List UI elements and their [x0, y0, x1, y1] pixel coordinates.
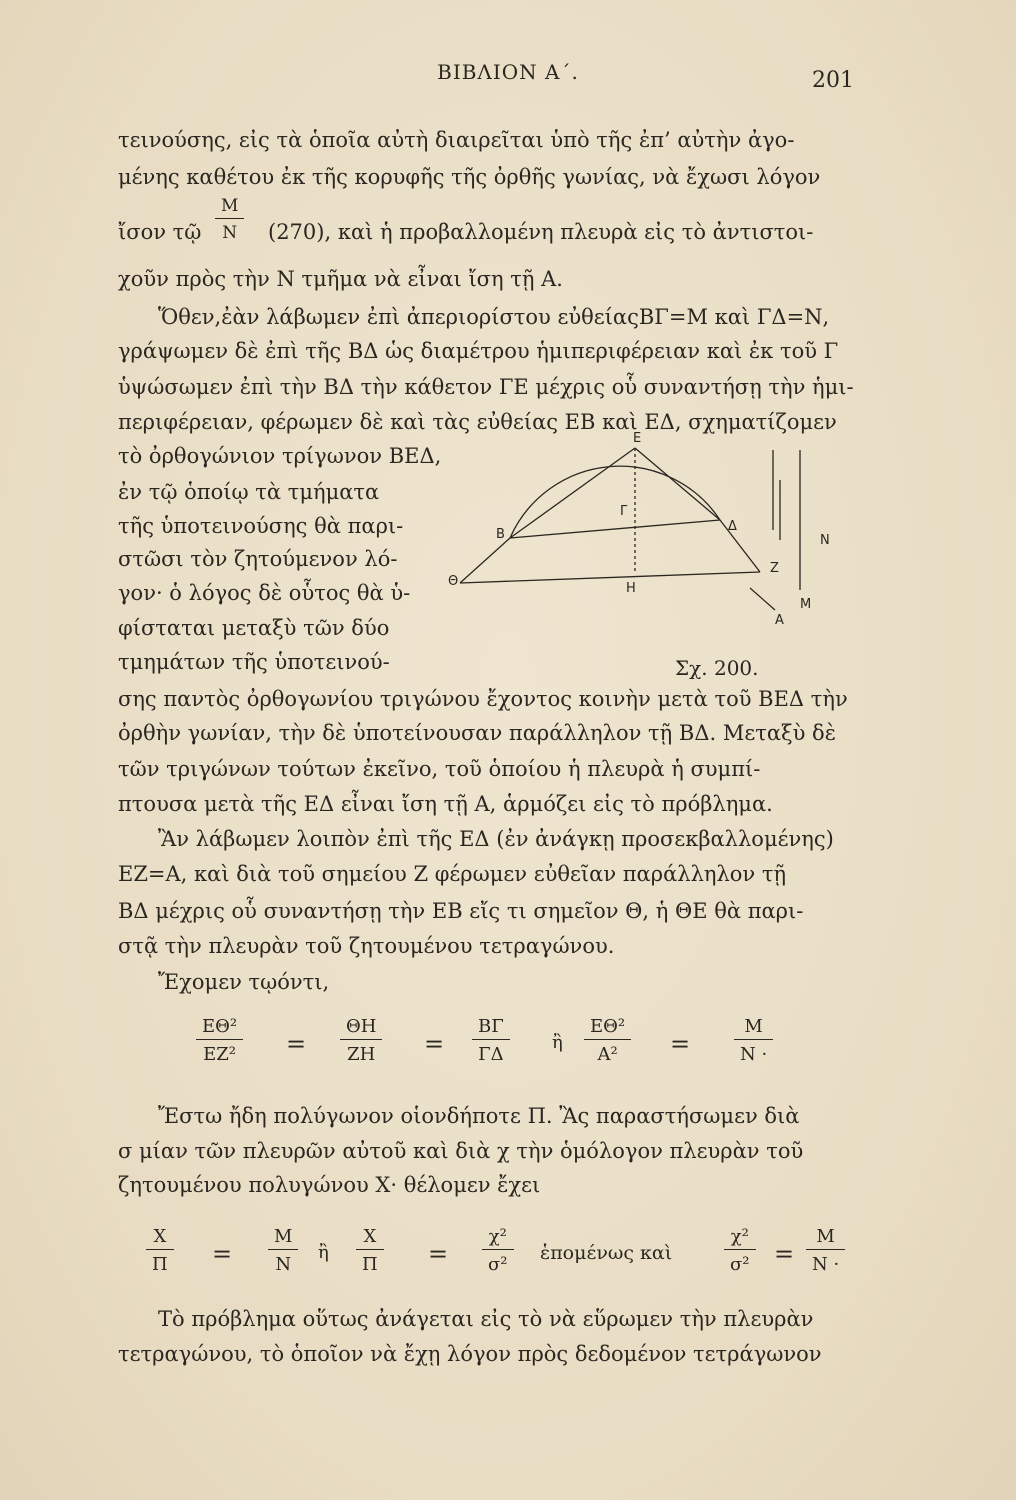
eq1-fraction-5: $\frac{M}{N \cdot}$ [734, 1016, 773, 1065]
text-line: γράψωμεν δὲ ἐπὶ τῆς ΒΔ ὡς διαμέτρου ἡμιπεριφέρειαν καὶ ἐκ τοῦ Γ [118, 339, 839, 363]
segment-EB [510, 448, 635, 538]
running-header: ΒΙΒΛΙΟΝ Α΄. [437, 60, 579, 84]
text-line: γον· ὁ λόγος δὲ οὗτος θὰ ὑ- [118, 581, 411, 605]
text-line: ἐν τῷ ὁποίῳ τὰ τμήματα [118, 480, 380, 504]
text-line: τμημάτων τῆς ὑποτεινού- [118, 650, 390, 674]
text-line: ζητουμένου πολυγώνου Χ· θέλομεν ἔχει [118, 1173, 541, 1197]
eq1-equals: = [670, 1030, 691, 1058]
text-line: ὀρθὴν γωνίαν, τὴν δὲ ὑποτείνουσαν παράλληλον τῇ ΒΔ. Μεταξὺ δὲ [118, 721, 836, 745]
label-N: Ν [820, 533, 830, 548]
text-line: ἴσον τῷ [118, 220, 202, 244]
segment-ThetaZ [460, 572, 760, 583]
inline-fraction: $\frac{M}{N}$ [215, 196, 244, 243]
label-B: Β [496, 527, 505, 542]
eq2-fraction-1: $\frac{X}{\Pi}$ [146, 1226, 174, 1275]
text-line: σης παντὸς ὀρθογωνίου τριγώνου ἔχοντος κοινὴν μετὰ τοῦ ΒΕΔ τὴν [118, 687, 848, 711]
eq2-fraction-6: $\frac{M}{N \cdot}$ [806, 1226, 845, 1275]
text-line: τετραγώνου, τὸ ὁποῖον νὰ ἔχῃ λόγον πρὸς δεδομένον τετράγωνον [118, 1342, 822, 1366]
segment-A-marker [750, 588, 775, 610]
text-line: Ὅθεν,ἐὰν λάβωμεν ἐπὶ ἀπεριορίστου εὐθείαςΒΓ=Μ καὶ ΓΔ=Ν, [158, 305, 830, 329]
label-E: Ε [633, 431, 642, 446]
eq2-fraction-2: $\frac{M}{N}$ [268, 1226, 298, 1275]
eq1-fraction-3: $\frac{B\Gamma}{\Gamma\Delta}$ [472, 1016, 510, 1065]
text-line: ΕΖ=Α, καὶ διὰ τοῦ σημείου Ζ φέρωμεν εὐθεῖαν παράλληλον τῇ [118, 862, 787, 886]
label-A: Α [775, 613, 784, 628]
segment-DZ [720, 520, 760, 572]
diameter-BD [510, 520, 720, 538]
text-line: Ἂν λάβωμεν λοιπὸν ἐπὶ τῆς ΕΔ (ἐν ἀνάγκῃ προσεκβαλλομένης) [158, 827, 834, 851]
semicircle-arc [510, 466, 720, 538]
eq2-connector-text: ἑπομένως καὶ [540, 1242, 673, 1264]
eq1-equals: = [424, 1030, 445, 1058]
text-line: τῆς ὑποτεινούσης θὰ παρι- [118, 514, 404, 538]
text-line: (270), καὶ ἡ προβαλλομένη πλευρὰ εἰς τὸ ἀντιστοι- [268, 220, 814, 244]
text-line: ΒΔ μέχρις οὗ συναντήσῃ τὴν ΕΒ εἴς τι σημεῖον Θ, ἡ ΘΕ θὰ παρι- [118, 899, 804, 923]
eq1-or: ἢ [552, 1032, 563, 1053]
text-line: στῶσι τὸν ζητούμενον λό- [118, 547, 398, 571]
text-line: τεινούσης, εἰς τὰ ὁποῖα αὐτὴ διαιρεῖται ὑπὸ τῆς ἐπ’ αὐτὴν ἀγο- [118, 128, 795, 152]
text-line: φίσταται μεταξὺ τῶν δύο [118, 616, 390, 640]
eq2-equals: = [774, 1240, 795, 1268]
figure-caption: Σχ. 200. [675, 656, 759, 680]
text-line: τῶν τριγώνων τούτων ἐκεῖνο, τοῦ ὁποίου ἡ πλευρὰ ἡ συμπί- [118, 757, 761, 781]
text-line: σ μίαν τῶν πλευρῶν αὐτοῦ καὶ διὰ χ τὴν ὁμόλογον πλευρὰν τοῦ [118, 1139, 804, 1163]
eq1-fraction-2: $\frac{\Theta H}{ZH}$ [340, 1016, 382, 1065]
eq2-equals: = [428, 1240, 449, 1268]
text-line: Ἔχομεν τῳόντι, [158, 970, 330, 994]
label-Z: Ζ [770, 561, 779, 576]
eq2-or: ἢ [318, 1242, 329, 1263]
eq2-fraction-3: $\frac{X}{\Pi}$ [356, 1226, 384, 1275]
text-line: Ἔστω ἤδη πολύγωνον οἱονδήποτε Π. Ἂς παραστήσωμεν διὰ [158, 1104, 800, 1128]
label-M: Μ [800, 597, 812, 612]
eq1-fraction-1: $\frac{\text{ΕΘ²}}{\text{ΕΖ²}}$ [196, 1016, 243, 1065]
label-Theta: Θ [448, 574, 459, 589]
text-line: περιφέρειαν, φέρωμεν δὲ καὶ τὰς εὐθείας ΕΒ καὶ ΕΔ, σχηματίζομεν [118, 410, 837, 434]
text-line: χοῦν πρὸς τὴν Ν τμῆμα νὰ εἶναι ἴση τῇ Α. [118, 267, 563, 291]
eq2-fraction-5: $\frac{\text{χ²}}{\text{σ²}}$ [724, 1226, 756, 1275]
segment-ThetaB [460, 538, 510, 583]
text-line: τὸ ὀρθογώνιον τρίγωνον ΒΕΔ, [118, 444, 442, 468]
eq2-equals: = [212, 1240, 233, 1268]
eq1-fraction-4: $\frac{\text{ΕΘ²}}{\text{Α²}}$ [584, 1016, 631, 1065]
label-H: Η [626, 581, 636, 596]
geometry-figure [430, 420, 850, 650]
text-line: Τὸ πρόβλημα οὕτως ἀνάγεται εἰς τὸ νὰ εὕρωμεν τὴν πλευρὰν [158, 1307, 814, 1331]
page-number: 201 [812, 68, 854, 93]
segment-ED [635, 448, 720, 520]
eq2-fraction-4: $\frac{\text{χ²}}{\text{σ²}}$ [482, 1226, 514, 1275]
text-line: ὑψώσωμεν ἐπὶ τὴν ΒΔ τὴν κάθετον ΓΕ μέχρις οὗ συναντήσῃ τὴν ἡμι- [118, 375, 854, 399]
eq1-equals: = [286, 1030, 307, 1058]
text-line: στᾷ τὴν πλευρὰν τοῦ ζητουμένου τετραγώνου. [118, 934, 615, 958]
label-Gamma: Γ [620, 504, 628, 519]
label-Delta: Δ [728, 519, 737, 534]
text-line: πτουσα μετὰ τῆς ΕΔ εἶναι ἴση τῇ Α, ἁρμόζει εἰς τὸ πρόβλημα. [118, 792, 773, 816]
text-line: μένης καθέτου ἐκ τῆς κορυφῆς τῆς ὀρθῆς γωνίας, νὰ ἔχωσι λόγον [118, 165, 821, 189]
